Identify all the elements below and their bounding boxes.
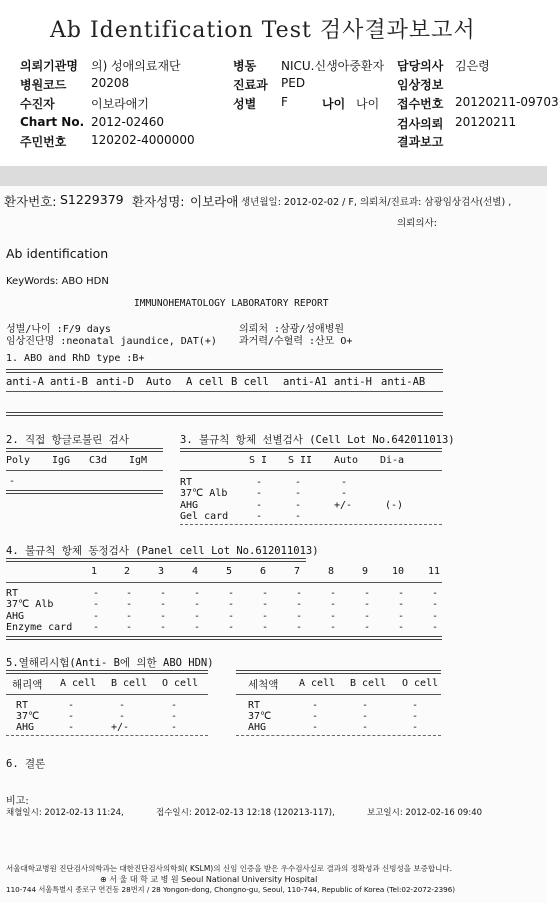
s5-left-row-label: AHG xyxy=(16,722,35,733)
s4-cell: - xyxy=(160,622,167,633)
label-result-report: 결과보고 xyxy=(397,135,444,149)
s4-col: 5 xyxy=(226,566,233,577)
section-2-rule-bottom xyxy=(6,490,163,494)
section-4-rule-bottom xyxy=(6,636,442,640)
remark-label: 비고: xyxy=(6,796,29,807)
section-5-title: 5.열해리시험(Anti- B에 의한 ABO HDN) xyxy=(6,657,214,669)
section-5-left-rule-mid xyxy=(6,694,208,695)
s4-col: 6 xyxy=(260,566,267,577)
s4-col: 8 xyxy=(328,566,335,577)
s4-cell: - xyxy=(296,599,303,610)
section-5-left-rule-bottom xyxy=(6,735,208,736)
s5-right-cell: - xyxy=(312,711,319,722)
section-4-title: 4. 불규칙 항체 동정검사 (Panel cell Lot No.612011013) xyxy=(6,545,319,557)
s4-cell: - xyxy=(262,622,269,633)
s5-left-col: O cell xyxy=(162,678,199,689)
s4-cell: - xyxy=(262,611,269,622)
requester-label: 의뢰의사: xyxy=(397,218,437,229)
test-name: Ab identification xyxy=(6,246,109,261)
s5-left-col: A cell xyxy=(60,678,97,689)
value-requesting-institution: 의) 성애의료재단 xyxy=(91,59,181,73)
hospital-emblem-icon: ⊕ xyxy=(100,875,107,884)
s4-row-label: 37℃ Alb xyxy=(6,599,54,610)
s1-col-0: anti-A xyxy=(6,376,44,388)
label-sex: 성별 xyxy=(233,97,257,111)
s4-cell: - xyxy=(228,599,235,610)
s5-right-row-label: AHG xyxy=(248,722,267,733)
s5-right-cell: - xyxy=(412,700,419,711)
s5-right-cell: - xyxy=(362,711,369,722)
s5-left-cell: - xyxy=(119,711,126,722)
s5-right-cell: - xyxy=(412,711,419,722)
hospital-address: 110-744 서울특별시 종로구 연건동 28번지 / 28 Yongon-dong, Chongno-gu, Seoul, 110-744, Republic of Korea (Tel:02-2072-2396) xyxy=(6,885,456,894)
s5-left-col: 해리액 xyxy=(12,679,43,691)
label-clinical-info: 임상정보 xyxy=(397,78,444,92)
label-requesting-institution: 의뢰기관명 xyxy=(20,59,78,73)
info-sex-age: 성별/나이 :F/9 days xyxy=(6,324,111,335)
s4-col: 7 xyxy=(294,566,301,577)
s4-cell: - xyxy=(398,588,405,599)
s4-cell: - xyxy=(228,588,235,599)
info-history: 과거력/수혈력 :산모 O+ xyxy=(239,336,353,347)
value-receipt-no: 20120211-09703 xyxy=(455,95,559,109)
s5-right-col: O cell xyxy=(402,678,439,689)
s4-col: 4 xyxy=(192,566,199,577)
section-2-rule-mid xyxy=(6,470,163,471)
patient-no-label: 환자번호: xyxy=(4,194,57,209)
s4-cell: - xyxy=(364,588,371,599)
s3-cell: - xyxy=(341,488,348,499)
s4-cell: - xyxy=(93,622,100,633)
s3-col-2: Auto xyxy=(334,455,359,466)
s5-left-col: B cell xyxy=(111,678,148,689)
s3-cell: - xyxy=(295,477,302,488)
value-physician: 김은령 xyxy=(455,59,490,73)
s4-cell: - xyxy=(93,599,100,610)
report-header-panel xyxy=(0,0,559,167)
scanned-report xyxy=(0,186,547,903)
info-diagnosis: 임상진단명 :neonatal jaundice, DAT(+) xyxy=(6,336,217,347)
s4-cell: - xyxy=(398,622,405,633)
section-1-rule-top xyxy=(6,369,443,373)
info-referrer: 의뢰처 :삼광/성애병원 xyxy=(239,324,345,335)
s4-cell: - xyxy=(432,599,439,610)
s3-cell: - xyxy=(295,511,302,522)
s4-cell: - xyxy=(160,588,167,599)
s4-cell: - xyxy=(194,611,201,622)
s1-col-5: B cell xyxy=(231,376,269,388)
collection-time: 채혈일시: 2012-02-13 11:24, xyxy=(6,808,124,818)
s2-val-poly: - xyxy=(9,476,16,487)
s4-row-label: RT xyxy=(6,588,19,599)
s3-cell: - xyxy=(256,511,263,522)
s4-col: 9 xyxy=(362,566,369,577)
keywords: KeyWords: ABO HDN xyxy=(6,276,109,287)
patient-line-details: 생년월일: 2012-02-02 / F, 의뢰처/진료과: 삼광임상검사(선별) , xyxy=(241,197,512,208)
s4-cell: - xyxy=(330,611,337,622)
s4-row-label: AHG xyxy=(6,611,25,622)
s4-cell: - xyxy=(194,599,201,610)
s5-left-cell: - xyxy=(171,700,178,711)
value-sex: F xyxy=(281,95,288,109)
s4-cell: - xyxy=(364,599,371,610)
s5-right-col: A cell xyxy=(299,678,336,689)
s3-row-label: Gel card xyxy=(180,511,229,522)
s4-col: 11 xyxy=(428,566,441,577)
label-chart-no: Chart No. xyxy=(20,115,85,129)
certification-statement: 서울대학교병원 진단검사의학과는 대한진단검사의학회( KSLM)의 신임 인증을 받은 우수검사실로 결과의 정확성과 신빙성을 보증합니다. xyxy=(6,864,453,873)
patient-name: 이보라애 xyxy=(190,194,239,209)
s3-col-0: S I xyxy=(249,455,268,466)
section-3-rule-bottom xyxy=(180,524,442,525)
s2-col-1: IgG xyxy=(52,455,71,466)
s3-cell: - xyxy=(341,477,348,488)
s3-cell: - xyxy=(256,488,263,499)
s1-col-8: anti-AB xyxy=(381,376,426,388)
section-4-rule-title xyxy=(6,558,306,562)
s3-row-label: RT xyxy=(180,477,193,488)
s4-col: 2 xyxy=(124,566,131,577)
label-patient: 수진자 xyxy=(20,97,55,111)
section-5-right-rule-mid xyxy=(236,694,441,695)
label-physician: 담당의사 xyxy=(397,59,444,73)
section-3-rule-top xyxy=(180,448,442,452)
s1-col-6: anti-A1 xyxy=(283,376,328,388)
s5-right-cell: - xyxy=(412,722,419,733)
section-1-title: 1. ABO and RhD type :B+ xyxy=(6,353,145,364)
s5-right-cell: - xyxy=(312,722,319,733)
s4-cell: - xyxy=(160,599,167,610)
s4-cell: - xyxy=(262,588,269,599)
s2-col-3: IgM xyxy=(129,455,148,466)
s3-cell: (-) xyxy=(385,500,404,511)
s2-col-2: C3d xyxy=(89,455,108,466)
s4-cell: - xyxy=(228,622,235,633)
s4-col: 3 xyxy=(158,566,165,577)
s4-cell: - xyxy=(126,611,133,622)
s4-cell: - xyxy=(126,599,133,610)
s5-right-cell: - xyxy=(312,700,319,711)
s5-left-cell: - xyxy=(68,700,75,711)
label-ward: 병동 xyxy=(233,59,257,73)
s5-left-cell: - xyxy=(119,700,126,711)
s4-cell: - xyxy=(364,622,371,633)
s3-row-label: AHG xyxy=(180,500,199,511)
value-patient: 이보라애기 xyxy=(91,97,149,111)
section-2-title: 2. 직접 항글로불린 검사 xyxy=(6,434,129,446)
s1-col-4: A cell xyxy=(186,376,224,388)
value-ward: NICU.신생아중환자 xyxy=(281,59,385,73)
s4-cell: - xyxy=(432,622,439,633)
s4-cell: - xyxy=(126,588,133,599)
value-resident-no: 120202-4000000 xyxy=(91,133,195,147)
label-receipt-no: 접수번호 xyxy=(397,97,444,111)
value-department: PED xyxy=(281,76,306,90)
s3-cell: - xyxy=(295,500,302,511)
section-3-title: 3. 불규칙 항체 선별검사 (Cell Lot No.642011013) xyxy=(180,434,455,446)
label-hospital-code: 병원코드 xyxy=(20,78,67,92)
s5-left-row-label: 37℃ xyxy=(16,711,40,722)
report-time: 보고일시: 2012-02-16 09:40 xyxy=(367,808,483,818)
s4-cell: - xyxy=(296,622,303,633)
s1-col-7: anti-H xyxy=(334,376,372,388)
section-5-left-rule-top xyxy=(6,670,208,674)
s3-cell: - xyxy=(295,488,302,499)
hospital-name: ⊕ 서 울 대 학 교 병 원 Seoul National University Hospital xyxy=(100,875,318,884)
s4-cell: - xyxy=(228,611,235,622)
report-title: Ab Identification Test 검사결과보고서 xyxy=(50,18,476,43)
s3-cell: - xyxy=(256,500,263,511)
section-6-title: 6. 결론 xyxy=(6,758,46,770)
value-hospital-code: 20208 xyxy=(91,76,130,90)
s3-row-label: 37℃ Alb xyxy=(180,488,228,499)
s5-left-cell: - xyxy=(68,722,75,733)
s4-col: 1 xyxy=(91,566,98,577)
s4-cell: - xyxy=(296,588,303,599)
s1-col-1: anti-B xyxy=(50,376,88,388)
section-4-rule-mid xyxy=(6,582,442,583)
s4-cell: - xyxy=(160,611,167,622)
s3-col-1: S II xyxy=(288,455,313,466)
section-5-right-rule-top xyxy=(236,670,441,674)
s2-col-0: Poly xyxy=(6,455,31,466)
s4-col: 10 xyxy=(392,566,405,577)
s4-cell: - xyxy=(330,588,337,599)
s4-cell: - xyxy=(296,611,303,622)
s5-left-cell: - xyxy=(171,722,178,733)
label-resident-no: 주민번호 xyxy=(20,135,67,149)
value-chart-no: 2012-02460 xyxy=(91,115,165,129)
s4-cell: - xyxy=(432,611,439,622)
label-request-date: 검사의뢰 xyxy=(397,117,444,131)
s3-col-3: Di-a xyxy=(380,455,405,466)
lab-report-title: IMMUNOHEMATOLOGY LABORATORY REPORT xyxy=(134,298,329,309)
receipt-time: 접수일시: 2012-02-13 12:18 (120213-117), xyxy=(156,808,335,818)
section-2-rule-top xyxy=(6,448,163,452)
s5-left-cell: - xyxy=(68,711,75,722)
s5-left-row-label: RT xyxy=(16,700,29,711)
s4-cell: - xyxy=(398,611,405,622)
s5-right-col: B cell xyxy=(350,678,387,689)
s5-left-cell: +/- xyxy=(111,722,130,733)
patient-no: S1229379 xyxy=(60,192,124,207)
s3-cell: - xyxy=(256,477,263,488)
label-age: 나이 xyxy=(322,97,346,111)
value-request-date: 20120211 xyxy=(455,115,517,129)
s5-right-row-label: 37℃ xyxy=(248,711,272,722)
s3-cell: +/- xyxy=(334,500,353,511)
s4-cell: - xyxy=(432,588,439,599)
s4-row-label: Enzyme card xyxy=(6,622,73,633)
s5-right-cell: - xyxy=(362,700,369,711)
s4-cell: - xyxy=(93,588,100,599)
s4-cell: - xyxy=(330,622,337,633)
s4-cell: - xyxy=(194,588,201,599)
s5-right-cell: - xyxy=(362,722,369,733)
s4-cell: - xyxy=(93,611,100,622)
patient-name-label: 환자성명: xyxy=(132,194,185,209)
s5-left-cell: - xyxy=(171,711,178,722)
s4-cell: - xyxy=(398,599,405,610)
s1-col-3: Auto xyxy=(146,376,172,388)
section-1-rule-bottom xyxy=(6,412,443,416)
s5-right-col: 세척액 xyxy=(248,679,279,691)
s4-cell: - xyxy=(262,599,269,610)
section-5-right-rule-bottom xyxy=(236,735,441,736)
value-age: 나이 xyxy=(356,97,380,111)
s1-col-2: anti-D xyxy=(96,376,134,388)
s4-cell: - xyxy=(364,611,371,622)
section-3-rule-mid xyxy=(180,470,442,471)
s4-cell: - xyxy=(330,599,337,610)
label-department: 진료과 xyxy=(233,78,268,92)
s4-cell: - xyxy=(126,622,133,633)
s5-right-row-label: RT xyxy=(248,700,261,711)
s4-cell: - xyxy=(194,622,201,633)
section-1-rule-mid xyxy=(6,391,443,392)
